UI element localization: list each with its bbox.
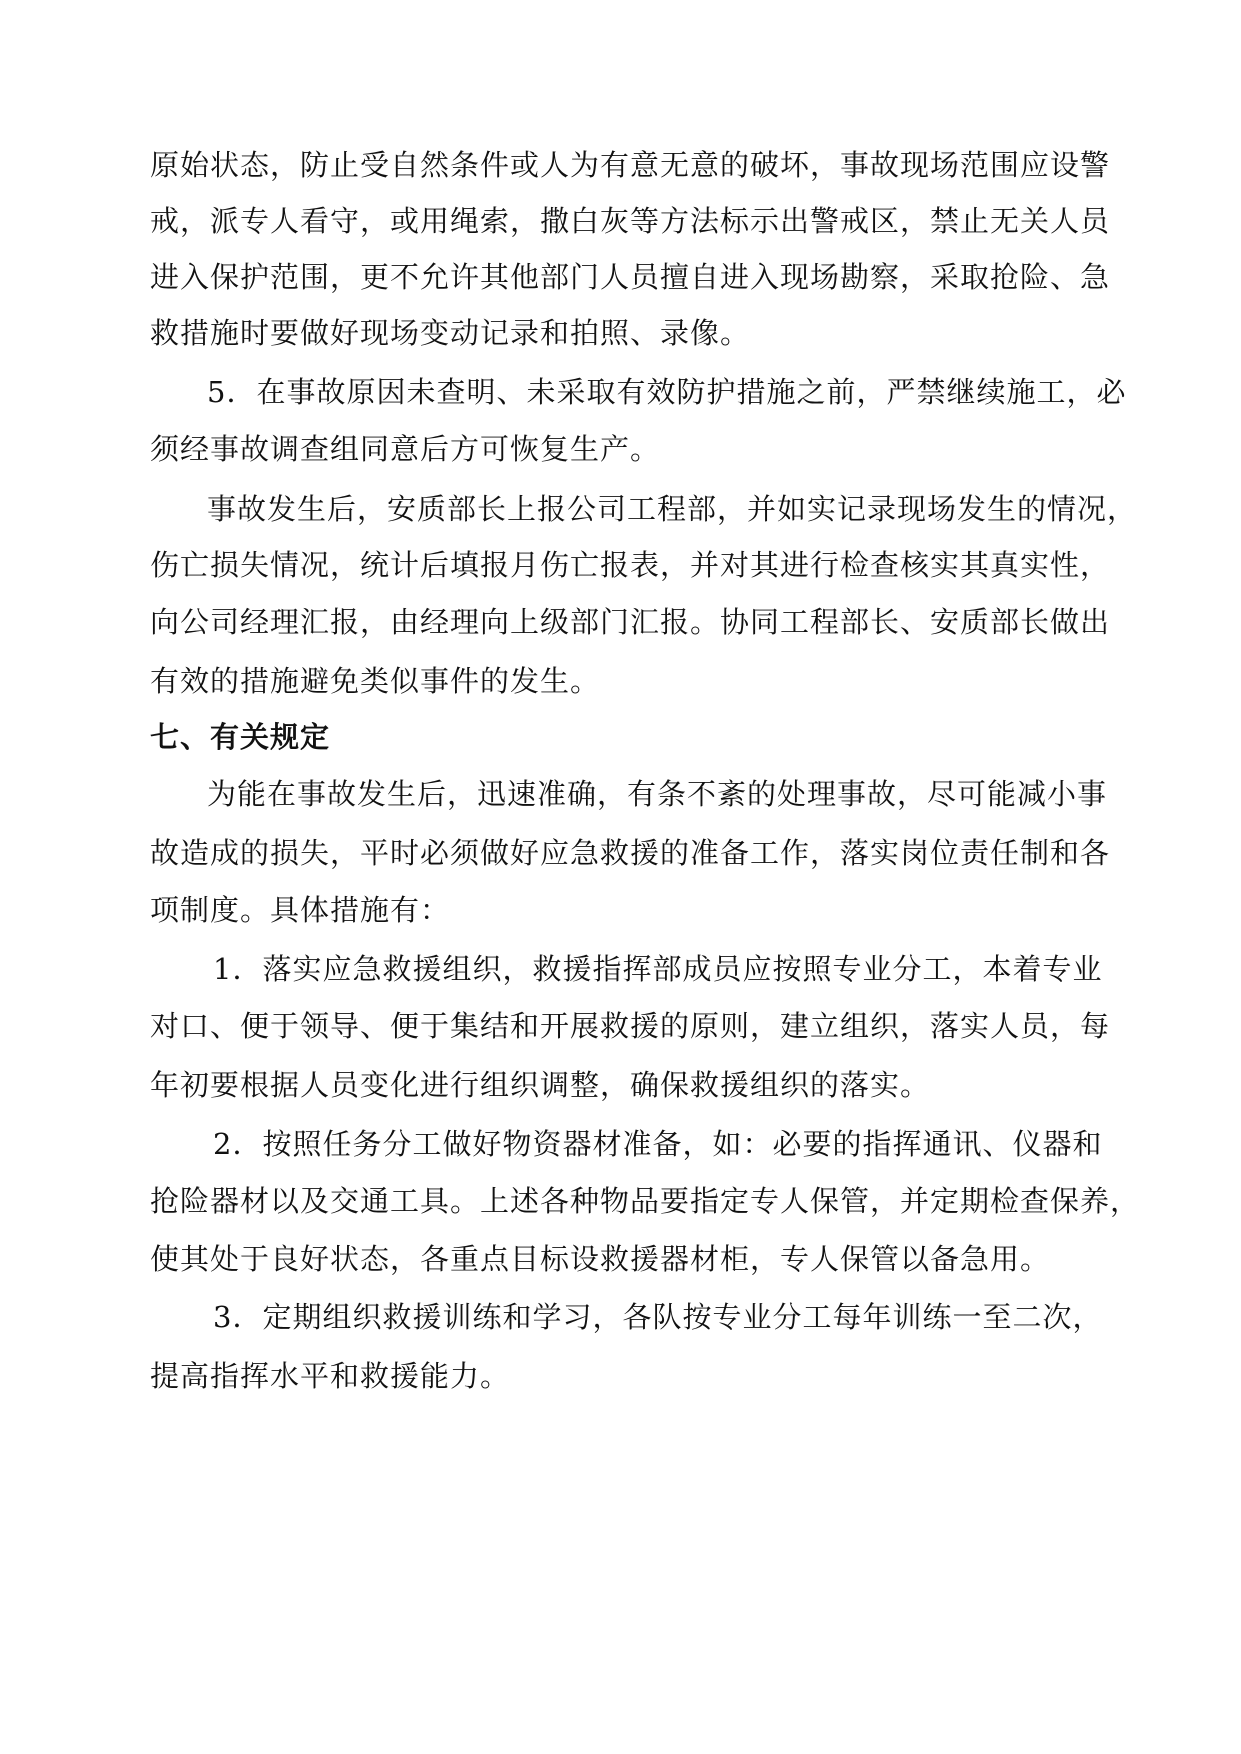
paragraph-line: 有效的措施避免类似事件的发生。 — [150, 664, 601, 698]
paragraph-line: 事故发生后，安质部长上报公司工程部，并如实记录现场发生的情况， — [207, 492, 1138, 526]
paragraph-line: 抢险器材以及交通工具。上述各种物品要指定专人保管，并定期检查保养， — [150, 1184, 1141, 1218]
paragraph-line: 进入保护范围，更不允许其他部门人员擅自进入现场勘察，采取抢险、急 — [150, 260, 1111, 294]
paragraph-line: 为能在事故发生后，迅速准确，有条不紊的处理事故，尽可能减小事 — [207, 777, 1108, 811]
paragraph-line: 戒，派专人看守，或用绳索，撒白灰等方法标示出警戒区，禁止无关人员 — [150, 204, 1111, 238]
paragraph-line: 伤亡损失情况，统计后填报月伤亡报表，并对其进行检查核实其真实性， — [150, 548, 1111, 582]
paragraph-line: 须经事故调查组同意后方可恢复生产。 — [150, 432, 661, 466]
paragraph-line: 项制度。具体措施有： — [150, 893, 451, 927]
paragraph-line: 救措施时要做好现场变动记录和拍照、录像。 — [150, 316, 751, 350]
list-item-line: 3．定期组织救援训练和学习，各队按专业分工每年训练一至二次， — [213, 1300, 1103, 1334]
list-item-line: 1．落实应急救援组织，救援指挥部成员应按照专业分工，本着专业 — [213, 952, 1103, 986]
paragraph-line: 向公司经理汇报，由经理向上级部门汇报。协同工程部长、安质部长做出 — [150, 605, 1111, 639]
paragraph-line: 对口、便于领导、便于集结和开展救援的原则，建立组织，落实人员，每 — [150, 1009, 1111, 1043]
paragraph-line: 原始状态，防止受自然条件或人为有意无意的破坏，事故现场范围应设警 — [150, 148, 1111, 182]
paragraph-line: 故造成的损失，平时必须做好应急救援的准备工作，落实岗位责任制和各 — [150, 836, 1111, 870]
paragraph-line: 使其处于良好状态，各重点目标设救援器材柜，专人保管以备急用。 — [150, 1242, 1051, 1276]
paragraph-line: 提高指挥水平和救援能力。 — [150, 1359, 511, 1393]
paragraph-line: 5．在事故原因未查明、未采取有效防护措施之前，严禁继续施工，必 — [207, 375, 1127, 409]
paragraph-line: 年初要根据人员变化进行组织调整，确保救援组织的落实。 — [150, 1068, 931, 1102]
section-heading: 七、有关规定 — [150, 720, 331, 754]
list-item-line: 2．按照任务分工做好物资器材准备，如：必要的指挥通讯、仪器和 — [213, 1127, 1103, 1161]
